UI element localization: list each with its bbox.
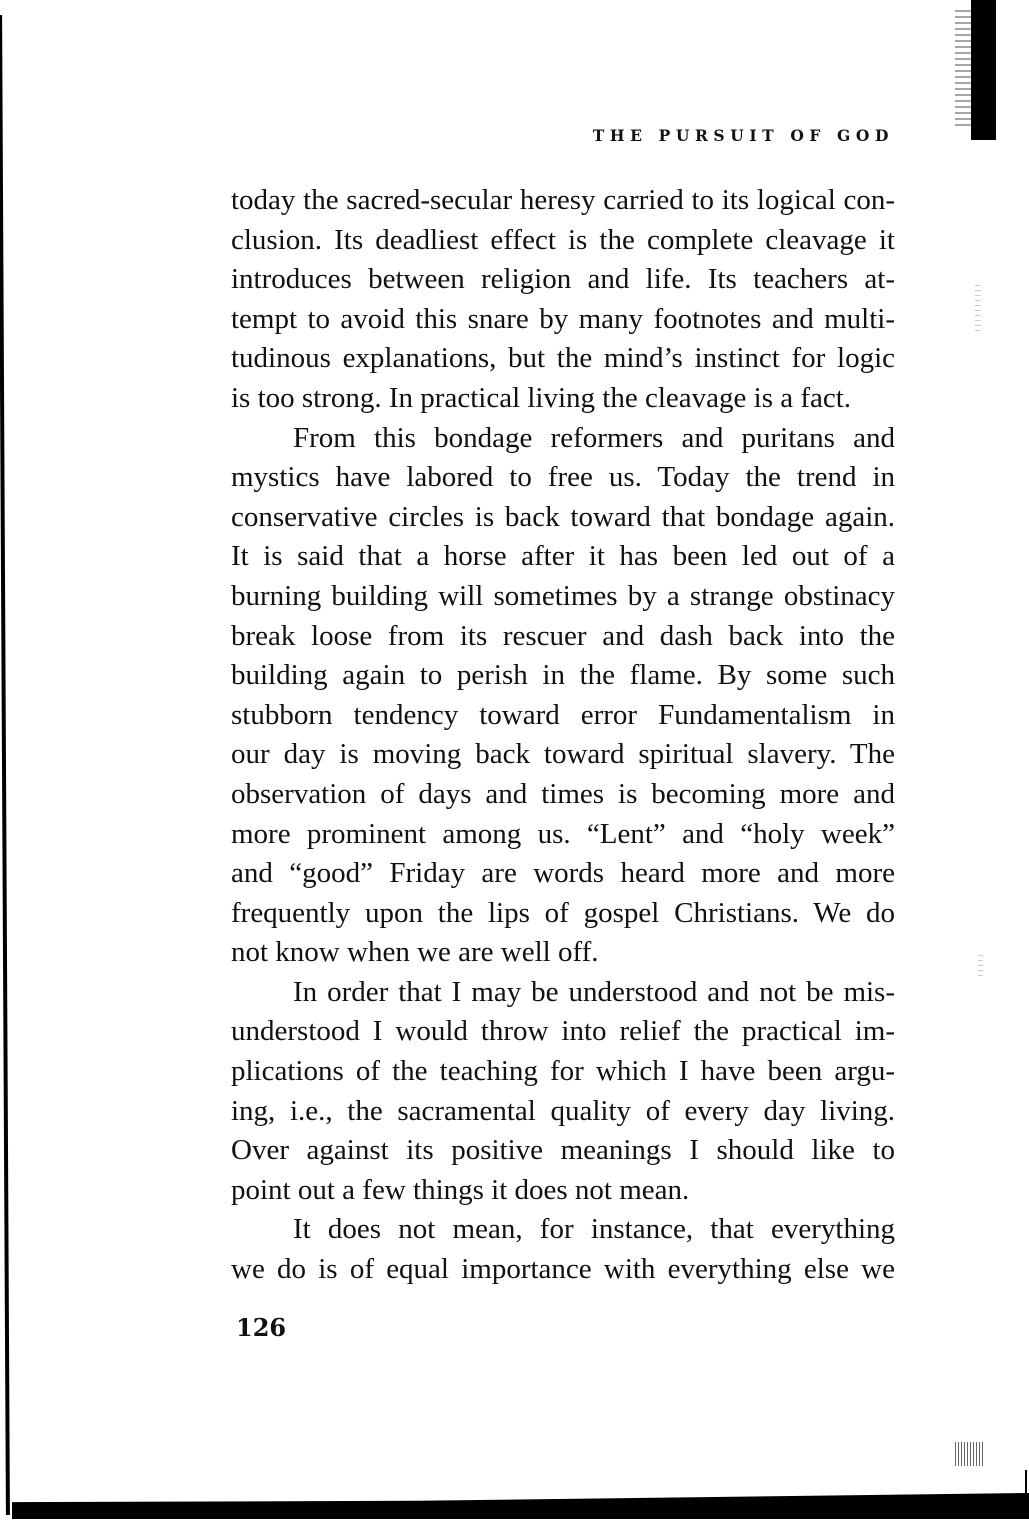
text-line: tempt to avoid this snare by many footnotes and multi-	[231, 302, 895, 335]
text-line: today the sacred-secular heresy carried to its logical con-	[231, 184, 895, 216]
scan-speckle	[975, 285, 981, 335]
text-line: introduces between religion and life. Its teachers at-	[231, 263, 895, 296]
text-line: ing, i.e., the sacramental quality of every day living.	[231, 1094, 895, 1127]
text-line: more prominent among us. “Lent” and “holy week”	[231, 817, 895, 850]
text-line: Over against its positive meanings I should like to	[231, 1134, 895, 1167]
scan-speckle	[955, 10, 971, 130]
text-line: plications of the teaching for which I have been argu-	[231, 1055, 895, 1088]
text-line: not know when we are well off.	[231, 936, 599, 969]
scan-left-edge	[0, 15, 10, 1515]
text-line: clusion. Its deadliest effect is the complete cleavage it	[231, 223, 895, 256]
scan-right-edge	[1025, 1470, 1027, 1510]
text-line: observation of days and times is becoming more and	[231, 777, 895, 810]
text-line: our day is moving back toward spiritual slavery. The	[231, 738, 895, 771]
page-number: 126	[236, 1313, 287, 1342]
text-line: stubborn tendency toward error Fundamentalism in	[231, 698, 895, 731]
text-line: It does not mean, for instance, that everything	[293, 1213, 895, 1246]
text-line: understood I would throw into relief the practical im-	[231, 1015, 895, 1048]
text-line: and “good” Friday are words heard more and more	[231, 857, 895, 890]
body-text	[231, 181, 895, 1290]
text-line: is too strong. In practical living the cleavage is a fact.	[231, 381, 852, 414]
text-line: In order that I may be understood and not be mis-	[293, 975, 895, 1008]
text-line: point out a few things it does not mean.	[231, 1173, 690, 1206]
text-line: From this bondage reformers and puritans and	[293, 421, 895, 454]
text-line: building again to perish in the flame. By some such	[231, 659, 895, 692]
text-line: burning building will sometimes by a strange obstinacy	[231, 579, 895, 612]
scan-speckle	[978, 955, 983, 980]
binding-mark	[971, 0, 996, 140]
running-head: THE PURSUIT OF GOD	[592, 126, 894, 145]
text-line: we do is of equal importance with everything else we	[231, 1253, 895, 1286]
text-line: conservative circles is back toward that bondage again.	[231, 500, 895, 533]
text-line: frequently upon the lips of gospel Christians. We do	[231, 896, 895, 929]
text-line: break loose from its rescuer and dash back into the	[231, 619, 895, 652]
text-line: It is said that a horse after it has been led out of a	[231, 540, 895, 573]
scan-speckle	[955, 1442, 985, 1466]
text-line: tudinous explanations, but the mind’s instinct for logic	[231, 342, 895, 375]
scan-bottom-edge	[12, 1493, 1029, 1519]
text-line: mystics have labored to free us. Today the trend in	[231, 461, 895, 494]
